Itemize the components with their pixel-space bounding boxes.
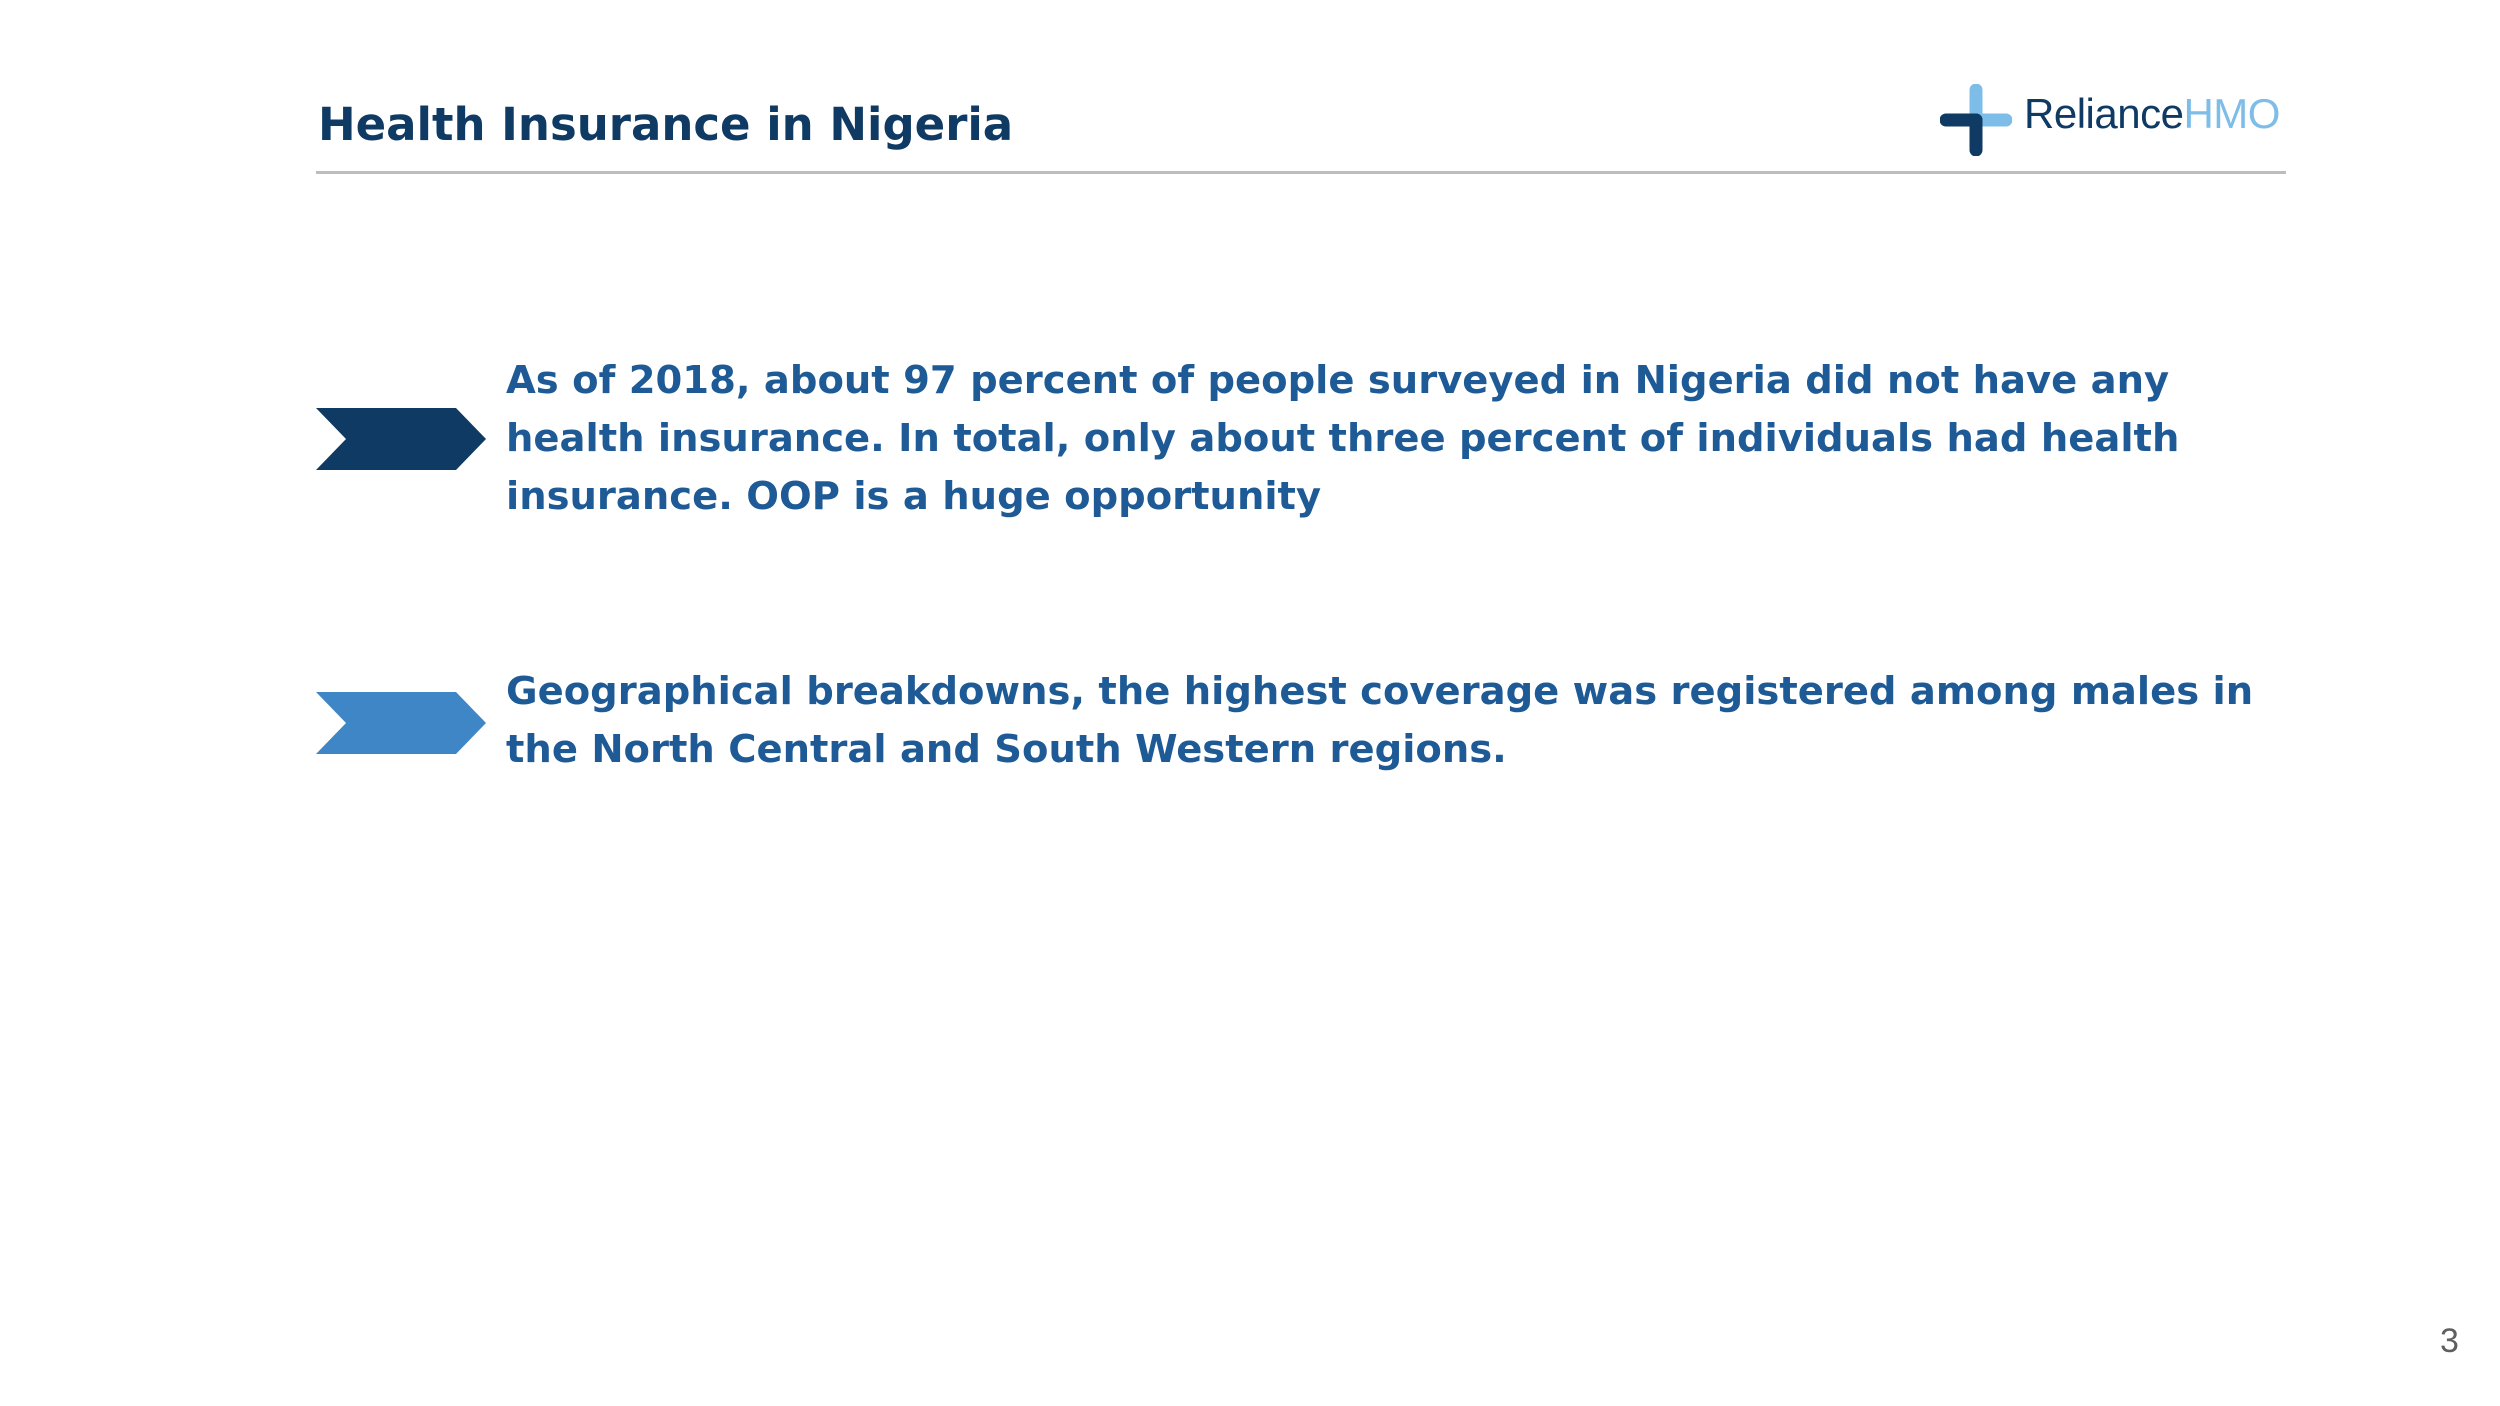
page-number: 3 — [2440, 1322, 2459, 1360]
reliance-hmo-logo — [1940, 80, 2286, 156]
bullet-text: As of 2018, about 97 percent of people surveyed in Nigeria did not have any health insurance. In total, only about three percent of individuals had health insurance. OOP is a huge opportunity — [506, 358, 2180, 519]
logo-text-secondary: HMO — [2183, 90, 2280, 137]
chevron-right-icon — [316, 692, 486, 754]
logo-text — [2024, 90, 2280, 138]
logo-text-primary: Reliance — [2024, 90, 2184, 137]
slide-title: Health Insurance in Nigeria — [318, 98, 1014, 151]
chevron-right-icon — [316, 408, 486, 470]
header-divider — [316, 171, 2286, 174]
bullet-text: Geographical breakdowns, the highest coverage was registered among males in the North Central and South Western regions. — [506, 669, 2254, 772]
cross-icon — [1940, 84, 2012, 156]
